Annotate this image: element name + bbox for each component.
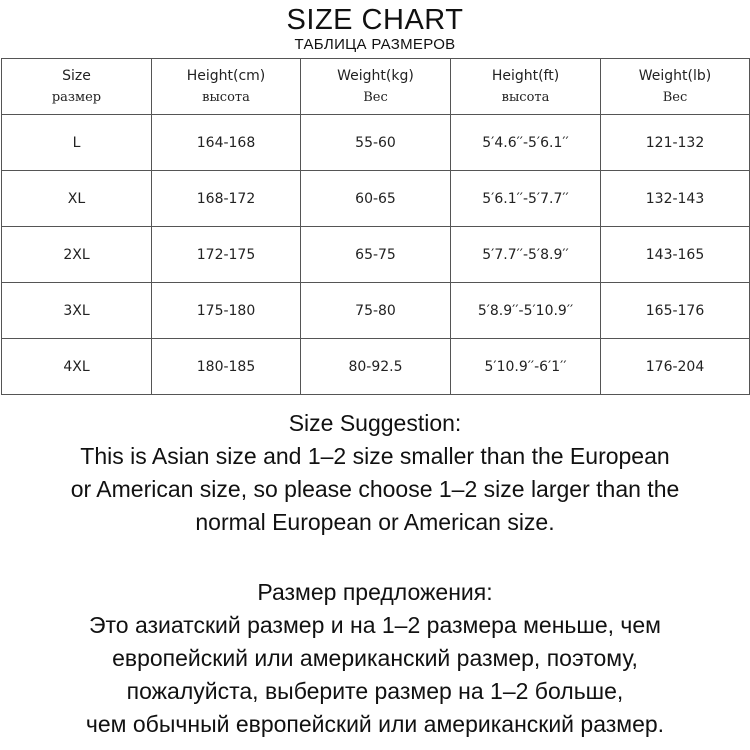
cell-height-cm: 180-185 — [152, 339, 301, 395]
cell-weight-lb: 176-204 — [601, 339, 750, 395]
cell-height-ft: 5′6.1′′-5′7.7′′ — [451, 171, 601, 227]
cell-weight-kg: 80-92.5 — [301, 339, 451, 395]
header-weight-kg — [301, 59, 451, 115]
cell-weight-kg: 60-65 — [301, 171, 451, 227]
header-label-en: Weight(lb) — [638, 67, 712, 84]
cell-weight-lb: 132-143 — [601, 171, 750, 227]
cell-size: L — [2, 115, 152, 171]
suggestion-line: normal European or American size. — [195, 509, 555, 535]
cell-weight-kg: 65-75 — [301, 227, 451, 283]
cell-height-cm: 164-168 — [152, 115, 301, 171]
table-row — [2, 339, 750, 395]
header-label-en: Weight(kg) — [337, 67, 414, 84]
header-label-en: Height(cm) — [186, 67, 266, 84]
suggestion-heading: Размер предложения: — [257, 579, 493, 605]
table-row — [2, 227, 750, 283]
suggestion-heading: Size Suggestion: — [288, 410, 462, 436]
suggestion-line: европейский или американский размер, поэтому, — [112, 645, 638, 671]
header-height-ft — [451, 59, 601, 115]
cell-height-cm: 168-172 — [152, 171, 301, 227]
chart-subtitle: ТАБЛИЦА РАЗМЕРОВ — [294, 36, 456, 53]
suggestion-line: Это азиатский размер и на 1–2 размера меньше, чем — [88, 612, 661, 638]
suggestion-line: чем обычный европейский или американский размер. — [85, 711, 665, 737]
cell-weight-kg: 75-80 — [301, 283, 451, 339]
cell-weight-kg: 55-60 — [301, 115, 451, 171]
cell-height-cm: 175-180 — [152, 283, 301, 339]
header-size — [2, 59, 152, 115]
header-label-ru: Вес — [363, 89, 388, 105]
cell-height-cm: 172-175 — [152, 227, 301, 283]
chart-title: SIZE CHART — [286, 4, 464, 36]
header-label-en: Height(ft) — [491, 67, 560, 84]
header-weight-lb — [601, 59, 750, 115]
cell-size: 4XL — [2, 339, 152, 395]
cell-weight-lb: 121-132 — [601, 115, 750, 171]
suggestion-line: пожалуйста, выберите размер на 1–2 больше, — [126, 678, 624, 704]
header-label-ru: Вес — [662, 89, 688, 105]
cell-height-ft: 5′8.9′′-5′10.9′′ — [451, 283, 601, 339]
size-suggestion-en — [0, 407, 750, 539]
size-suggestion-ru — [0, 576, 750, 741]
header-label-ru: размер — [51, 89, 102, 105]
table-row — [2, 171, 750, 227]
header-label-ru: высота — [501, 89, 550, 105]
header-height-cm — [152, 59, 301, 115]
cell-size: 2XL — [2, 227, 152, 283]
size-table — [1, 58, 750, 395]
cell-weight-lb: 143-165 — [601, 227, 750, 283]
cell-size: XL — [2, 171, 152, 227]
cell-height-ft: 5′7.7′′-5′8.9′′ — [451, 227, 601, 283]
header-label-en: Size — [62, 67, 91, 84]
table-row — [2, 115, 750, 171]
cell-size: 3XL — [2, 283, 152, 339]
cell-weight-lb: 165-176 — [601, 283, 750, 339]
table-header-row — [2, 59, 750, 115]
cell-height-ft: 5′4.6′′-5′6.1′′ — [451, 115, 601, 171]
suggestion-line: This is Asian size and 1–2 size smaller than the European — [80, 443, 670, 469]
header-label-ru: высота — [202, 89, 250, 105]
suggestion-line: or American size, so please choose 1–2 size larger than the — [70, 476, 680, 502]
cell-height-ft: 5′10.9′′-6′1′′ — [451, 339, 601, 395]
table-row — [2, 283, 750, 339]
